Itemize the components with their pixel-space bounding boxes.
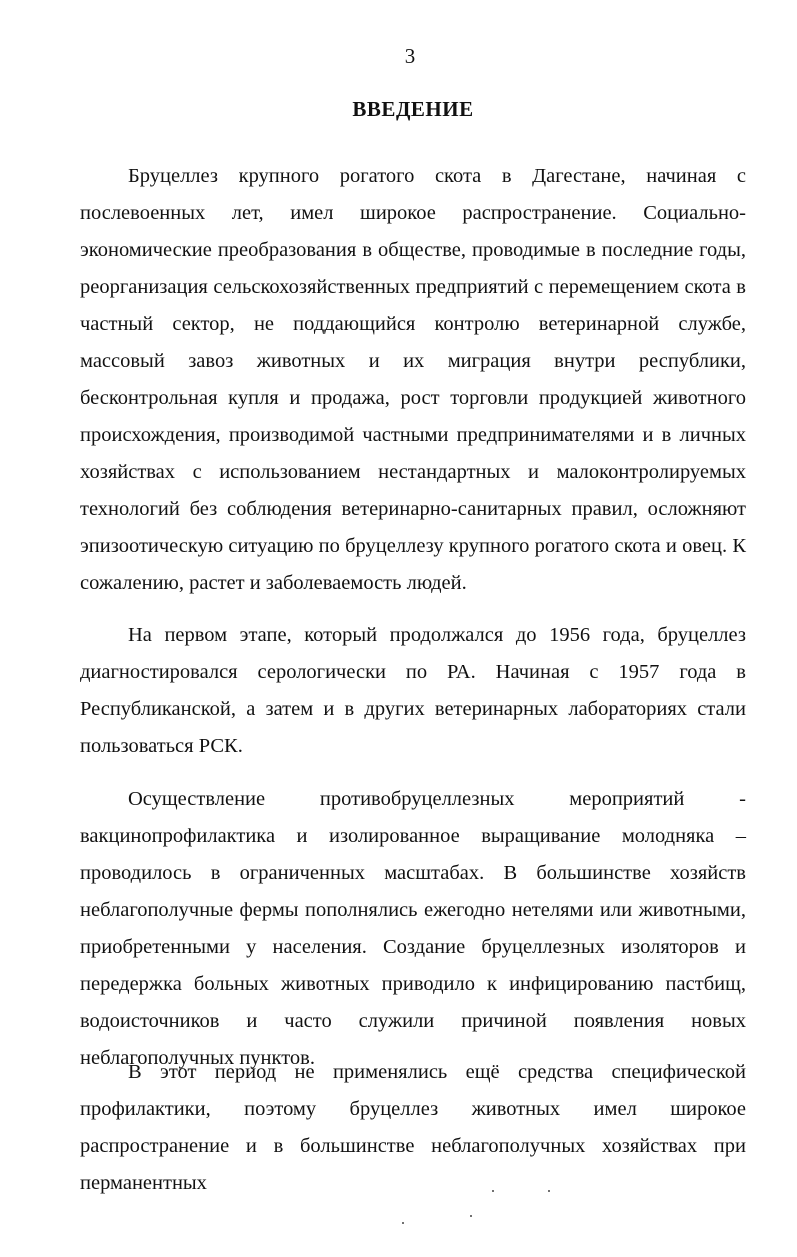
paragraph-4	[80, 1054, 746, 1202]
scan-speck	[402, 1222, 404, 1224]
paragraph-text: В этот период не применялись ещё средства специфической профилактики, поэтому бруцеллез животных имел широкое распространение и в большинстве неблагополучных хозяйствах при перманентных	[80, 1061, 746, 1194]
section-heading: ВВЕДЕНИЕ	[352, 97, 474, 121]
page-number: 3	[404, 44, 416, 68]
paragraph-text: Осуществление противобруцеллезных мероприятий - вакцинопрофилактика и изолированное выращивание молодняка – проводилось в ограниченных масштабах. В большинстве хозяйств неблагополучные фермы пополнялись ежегодно нетелями или животными, приобретенными у населения. Создание бруцеллезных изоляторов и передержка больных животных приводило к инфицированию пастбищ, водоисточников и часто служили причиной появления новых неблагополучных пунктов.	[80, 788, 746, 1069]
paragraph-text: Бруцеллез крупного рогатого скота в Дагестане, начиная с послевоенных лет, имел широкое распространение. Социально-экономические преобразования в обществе, проводимые в последние годы, реорганизация сельскохозяйственных предприятий с перемещением скота в частный сектор, не поддающийся контролю ветеринарной службе, массовый завоз животных и их миграция внутри республики, бесконтрольная купля и продажа, рост торговли продукцией животного происхождения, производимой частными предпринимателями и в личных хозяйствах с использованием нестандартных и малоконтролируемых технологий без соблюдения ветеринарно-санитарных правил, осложняют эпизоотическую ситуацию по бруцеллезу крупного рогатого скота и овец. К сожалению, растет и заболеваемость людей.	[80, 165, 746, 594]
paragraph-1	[80, 158, 746, 602]
scan-speck	[492, 1190, 494, 1192]
scan-speck	[470, 1215, 472, 1217]
paragraph-text: На первом этапе, который продолжался до 1956 года, бруцеллез диагностировался серологически по РА. Начиная с 1957 года в Республиканской, а затем и в других ветеринарных лабораториях стали пользоваться РСК.	[80, 624, 746, 757]
paragraph-2	[80, 617, 746, 765]
paragraph-3	[80, 781, 746, 1077]
scan-speck	[548, 1190, 550, 1192]
